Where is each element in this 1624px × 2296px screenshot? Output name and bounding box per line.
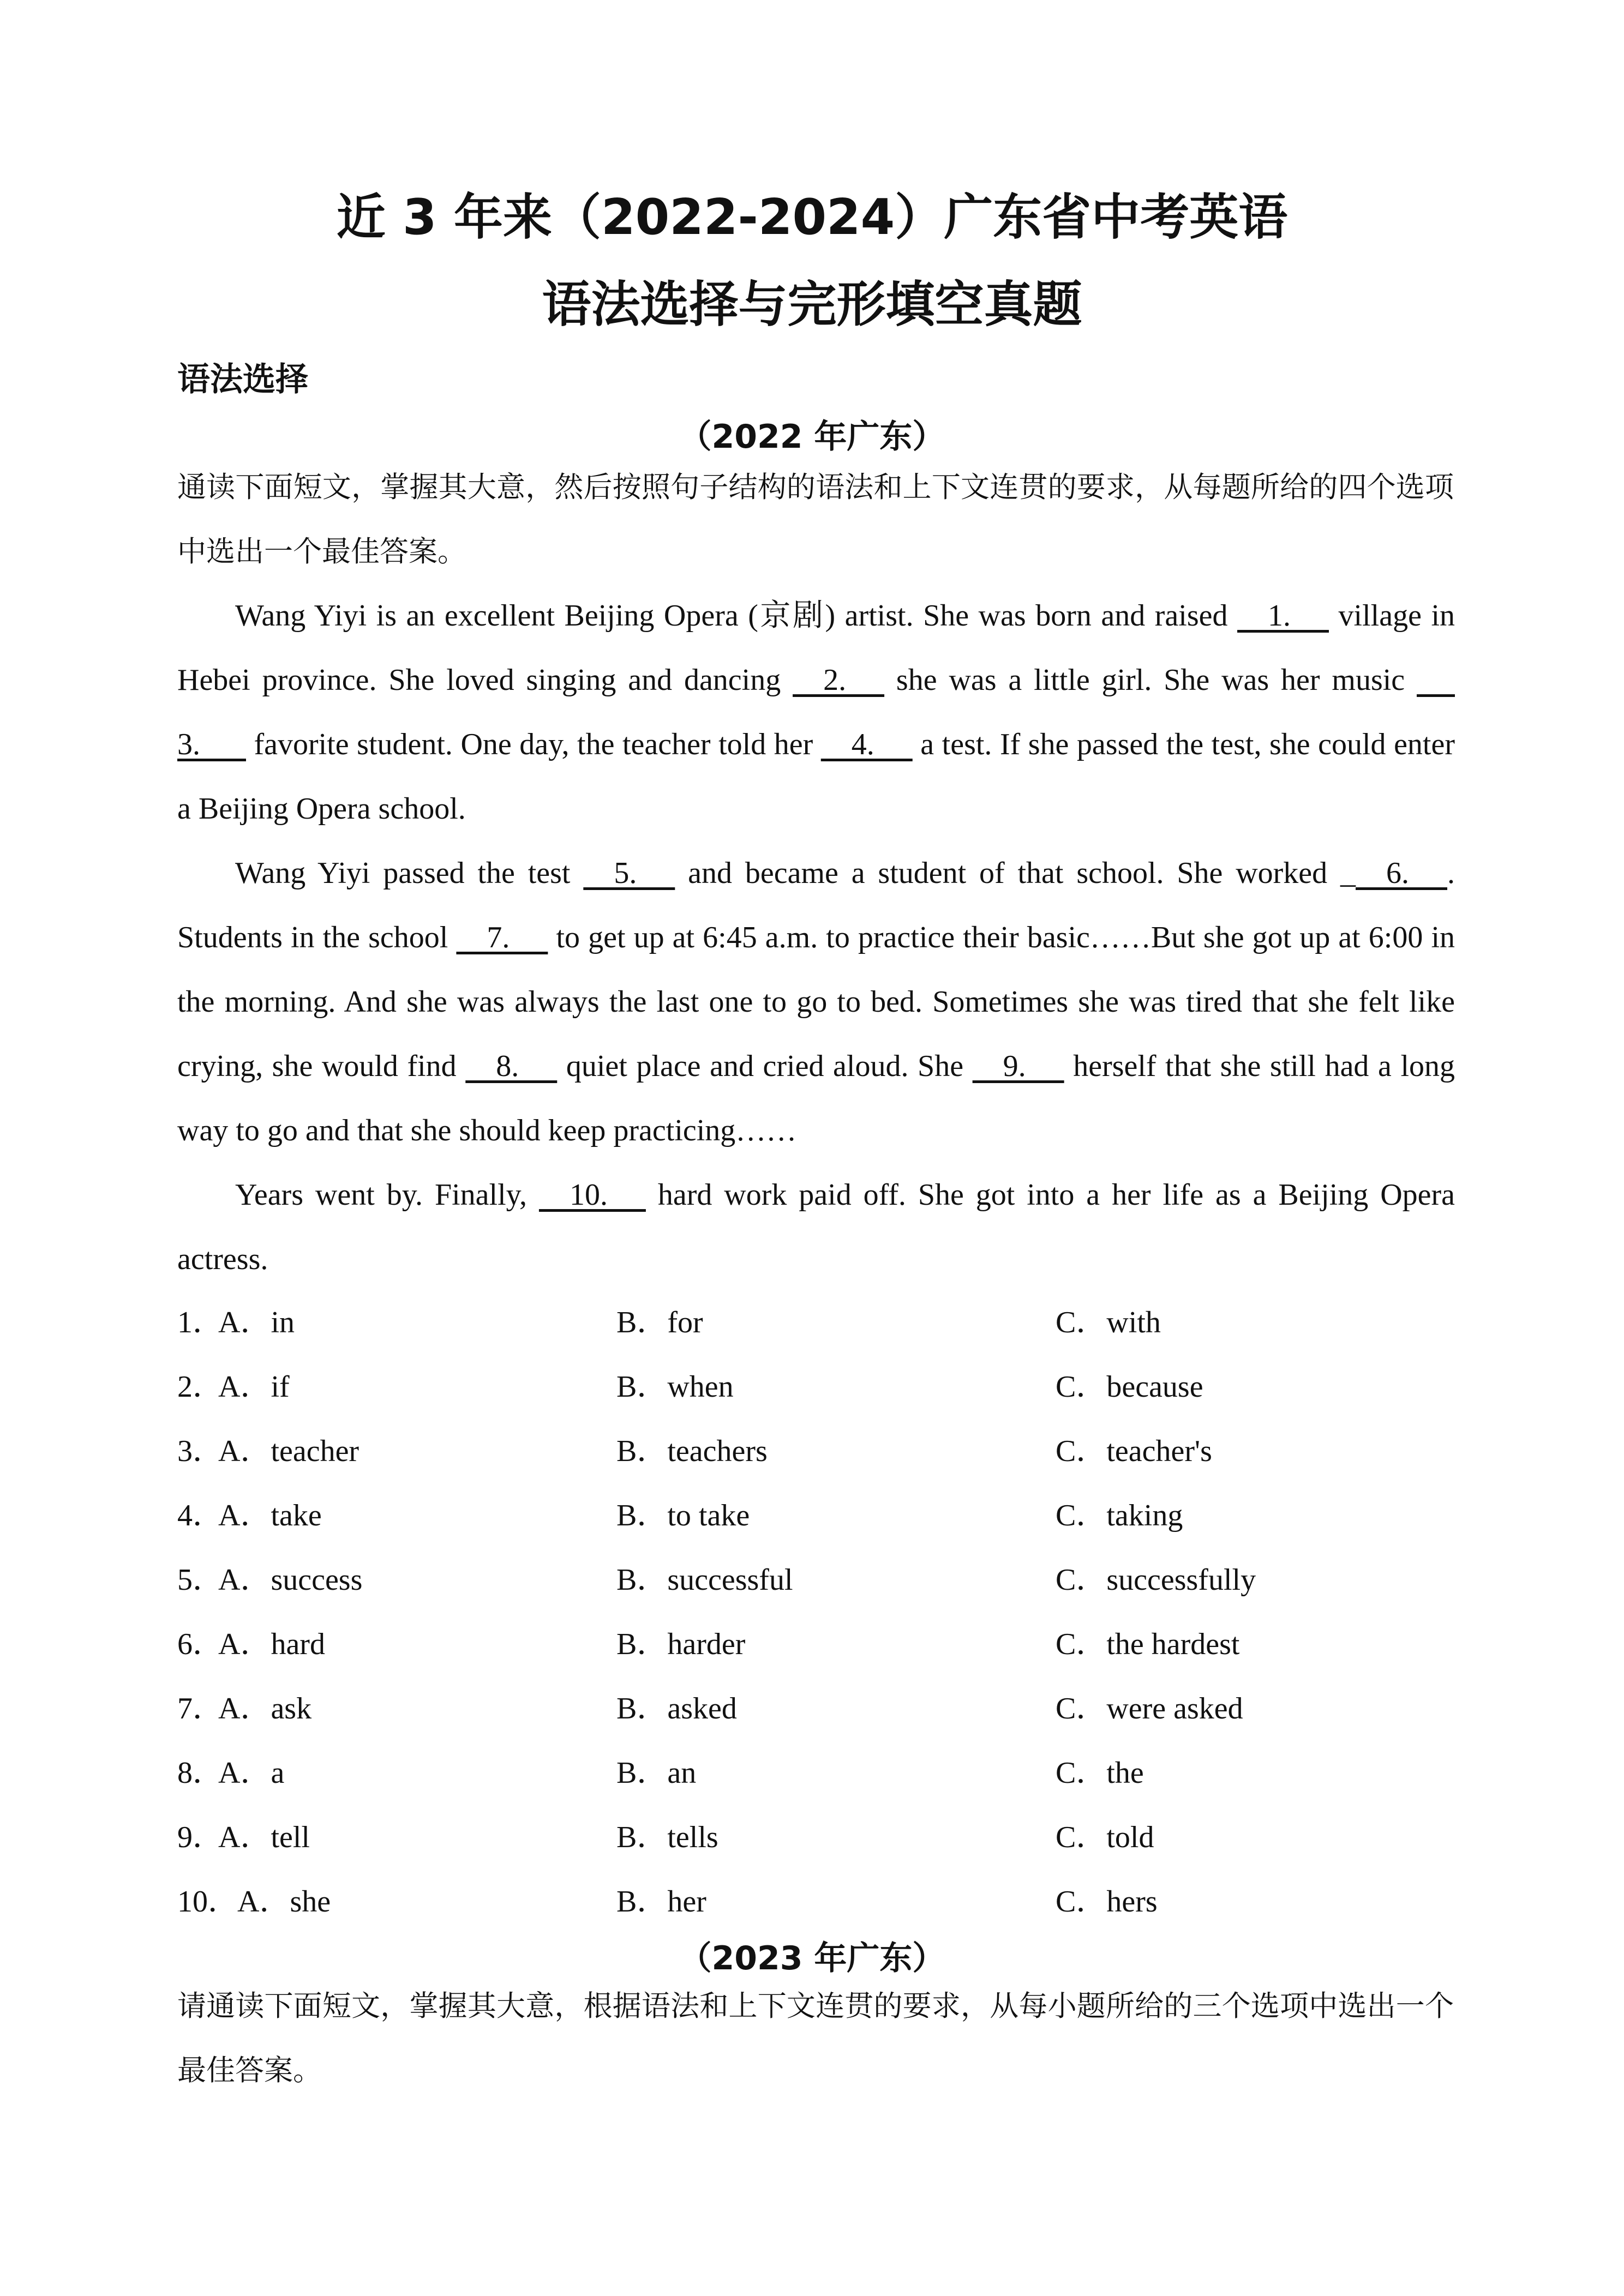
question-number: 9． [177, 1820, 223, 1854]
passage-text: quiet place and cried aloud. She [557, 1049, 973, 1083]
passage-text: she was a little girl. She was her music [884, 663, 1417, 697]
blank-4: 4. [820, 728, 913, 761]
blank-6: 6. [1356, 856, 1448, 890]
blank-10: 10. [538, 1178, 646, 1212]
option-b: B．her [616, 1885, 706, 1919]
passage-text: Wang Yiyi is an excellent Beijing Opera (京剧) artist. She was born and raised [235, 599, 1238, 633]
option-row-6 [177, 1620, 1487, 1684]
option-c: C．hers [1056, 1885, 1158, 1919]
option-a: A．she [237, 1885, 331, 1919]
passage-text: favorite student. One day, the teacher told her [246, 728, 821, 761]
option-a: A．in [218, 1306, 295, 1339]
question-number: 7． [177, 1692, 223, 1726]
question-number: 2． [177, 1370, 223, 1404]
blank-1: 1. [1237, 599, 1329, 633]
passage-2022 [177, 584, 1455, 1291]
option-b: B．tells [616, 1820, 718, 1854]
question-number: 3． [177, 1434, 223, 1468]
blank-5: 5. [583, 856, 675, 890]
option-b: B．when [616, 1370, 734, 1404]
option-c: C．were asked [1056, 1692, 1243, 1726]
passage-text: Years went by. Finally, [235, 1178, 539, 1212]
option-c: C．because [1056, 1370, 1203, 1404]
document-title-line1: 近 3 年来（2022-2024）广东省中考英语 [336, 189, 1288, 246]
blank-3-start [1417, 648, 1455, 712]
option-c: C．the [1056, 1756, 1144, 1790]
option-c: C．with [1056, 1306, 1161, 1339]
question-number: 5． [177, 1563, 223, 1597]
instruction-2023: 请通读下面短文，掌握其大意，根据语法和上下文连贯的要求，从每小题所给的三个选项中选出一个最佳答案。 [177, 1990, 1454, 2087]
question-number: 10． [177, 1885, 238, 1919]
passage-text: Wang Yiyi passed the test [235, 856, 584, 890]
passage-text: herself that she still had a long way to go and that she should keep practicing…… [177, 1049, 1455, 1147]
option-row-3 [177, 1427, 1487, 1491]
option-a: A．teacher [218, 1434, 359, 1468]
document-title-line2: 语法选择与完形填空真题 [542, 276, 1082, 333]
blank-2: 2. [793, 663, 885, 697]
blank-8: 8. [465, 1049, 558, 1083]
option-c: C．taking [1056, 1499, 1183, 1532]
passage-text: a test. If she passed the test, she could enter a Beijing Opera school. [177, 728, 1455, 826]
option-a: A．take [218, 1499, 322, 1532]
instruction-2022: 通读下面短文，掌握其大意，然后按照句子结构的语法和上下文连贯的要求，从每题所给的四个选项中选出一个最佳答案。 [177, 471, 1454, 568]
option-b: B．teachers [616, 1434, 768, 1468]
option-c: C．the hardest [1056, 1627, 1240, 1661]
option-b: B．asked [616, 1692, 737, 1726]
option-row-5 [177, 1555, 1487, 1620]
option-b: B．to take [616, 1499, 750, 1532]
passage-paragraph-3 [177, 1163, 1455, 1291]
option-a: A．hard [218, 1627, 325, 1661]
passage-paragraph-2 [177, 841, 1455, 1163]
question-number: 8． [177, 1756, 223, 1790]
subheading-2023: （2023 年广东） [679, 1939, 945, 1978]
passage-text: . Students in the school [177, 856, 1455, 954]
passage-text: village in Hebei province. She loved singing and dancing [177, 599, 1455, 697]
option-b: B．an [616, 1756, 697, 1790]
option-row-9 [177, 1813, 1487, 1877]
passage-text: to get up at 6:45 a.m. to practice their basic……But she got up at 6:00 in the morning. And she was always the last one to go to bed. Sometimes she was tired that she felt like crying, she would find [177, 921, 1455, 1083]
option-row-2 [177, 1362, 1487, 1427]
question-number: 6． [177, 1627, 223, 1661]
subheading-2022: （2022 年广东） [679, 418, 945, 456]
option-a: A．ask [218, 1692, 312, 1726]
section-heading: 语法选择 [177, 360, 308, 399]
passage-text: and became a student of that school. She worked _ [675, 856, 1356, 890]
passage-paragraph-1 [177, 584, 1455, 841]
option-b: B．harder [616, 1627, 746, 1661]
option-row-1 [177, 1298, 1487, 1362]
option-row-4 [177, 1491, 1487, 1555]
question-number: 4． [177, 1499, 223, 1532]
option-row-8 [177, 1748, 1487, 1813]
option-a: A．if [218, 1370, 290, 1404]
option-a: A．tell [218, 1820, 310, 1854]
option-row-10 [177, 1877, 1487, 1942]
option-b: B．successful [616, 1563, 793, 1597]
blank-7: 7. [456, 921, 548, 954]
option-a: A．success [218, 1563, 363, 1597]
option-c: C．teacher's [1056, 1434, 1212, 1468]
passage-text: hard work paid off. She got into a her life as a Beijing Opera actress. [177, 1178, 1455, 1276]
option-c: C．successfully [1056, 1563, 1256, 1597]
blank-3: 3. [177, 728, 246, 761]
option-b: B．for [616, 1306, 703, 1339]
option-row-7 [177, 1684, 1487, 1748]
option-a: A．a [218, 1756, 285, 1790]
blank-9: 9. [972, 1049, 1064, 1083]
option-c: C．told [1056, 1820, 1154, 1854]
question-number: 1． [177, 1306, 223, 1339]
